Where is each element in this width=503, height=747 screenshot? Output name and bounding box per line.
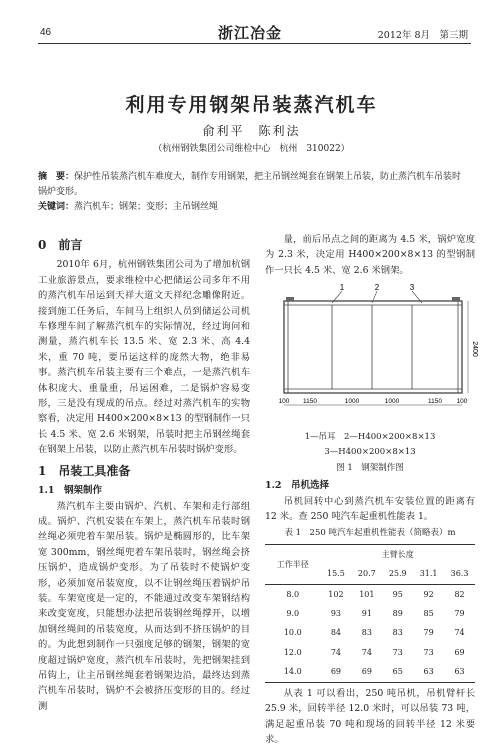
table-cell: 102	[328, 589, 344, 599]
crane-performance-table	[265, 544, 475, 683]
table-row	[265, 623, 475, 642]
table-col-header: 25.9	[388, 569, 407, 579]
table-cell: 92	[423, 589, 434, 599]
paper-title: 利用专用钢架吊装蒸汽机车	[125, 94, 378, 116]
table-cell: 85	[423, 609, 434, 619]
figure-legend-2: 3—H400×200×8×13	[324, 447, 416, 458]
figure-legend-1: 1—吊耳 2—H400×200×8×13	[304, 432, 436, 442]
table-cell: 95	[392, 589, 403, 599]
section-0-paragraph: 2010年 6月，杭州钢铁集团公司为了增加杭钢工业旅游景点，要求维检中心把储运公司多年不用的蒸汽机车吊运到天祥大道文天祥纪念雕像附近。接到施工任务后，车间马上组织人员到储运公司机车修理车间了解蒸汽机车的实际情况，经过询问和测量，蒸汽机车长 13.5 米、宽 2.3 米、高 4.4 米，重 70 吨，要吊运这样的庞然大物，绝非易事。蒸汽机车吊装主要有三个难点，一是蒸汽机车体积庞大、重量重，吊运困难，二是锅炉容易变形，三是没有现成的吊点。经过对蒸汽机车的实物察看，决定用 H400×200×8×13 的型钢制作一只长 4.5 米、宽 2.6 米钢架，吊装时把主吊钢丝绳套在钢架上吊装，以防止蒸汽机车吊装时锅炉变形。	[38, 259, 250, 456]
table-cell: 14.0	[283, 667, 302, 677]
table-cell: 73	[423, 647, 434, 657]
table-cell: 83	[392, 628, 403, 638]
table-cell: 83	[361, 628, 372, 638]
table-row	[265, 643, 475, 662]
dim-label-6: 100	[456, 398, 468, 405]
keywords-label: 关键词：	[38, 202, 75, 212]
table-row	[265, 584, 475, 604]
dim-label-2: 1150	[303, 398, 317, 405]
table-caption: 表 1 250 吨汽车起重机性能表（简略表）m	[284, 528, 456, 539]
abstract	[38, 170, 470, 200]
table-cell: 63	[454, 667, 465, 677]
dim-label-4: 1000	[384, 398, 400, 405]
abstract-block	[38, 170, 470, 215]
table-cell: 8.0	[286, 589, 300, 599]
issue-info: 2012年 8月 第三期	[377, 30, 468, 41]
keywords	[38, 200, 470, 215]
table-cell: 12.0	[283, 647, 302, 657]
section-1-2-paragraph: 吊机回转中心到蒸汽机车安装位置的距离有 12 米。查 250 吨汽车起重机性能表 1。	[265, 495, 475, 523]
table-cell: 79	[423, 628, 434, 638]
keywords-text: 蒸汽机车；钢架；变形；主吊钢丝绳	[74, 202, 219, 212]
table-cell: 69	[454, 647, 465, 657]
table-cell: 82	[454, 589, 465, 599]
table-row	[265, 604, 475, 623]
table-col-header: 31.1	[419, 569, 438, 579]
lifting-lug-left	[286, 297, 294, 301]
page-number: 46	[40, 27, 52, 38]
table-cell: 93	[330, 609, 342, 619]
table-cell: 91	[361, 609, 372, 619]
left-column	[38, 232, 250, 714]
section-1-1-title: 1.1 钢架制作	[38, 485, 103, 497]
table-cell: 101	[359, 589, 375, 599]
abstract-text: 保护性吊装蒸汽机车难度大，制作专用钢架，把主吊钢丝绳套在钢架上吊装，防止蒸汽机车吊装时锅炉变形。	[38, 172, 462, 197]
table-cell: 65	[392, 667, 403, 677]
dim-label-3: 1000	[344, 398, 360, 405]
closing-paragraph: 从表 1 可以看出，250 吨吊机，吊机臂杆长 25.9 米，回转半径 12.0 米时，可以吊装 73 吨，满足起重吊装 70 吨和现场的回转半径 12 米要求。	[265, 687, 475, 745]
table-header-top: 主臂长度	[381, 549, 414, 559]
frame-outline	[284, 301, 462, 393]
figure-caption: 图 1 钢架制作图	[336, 462, 404, 473]
section-0-title: 0 前言	[38, 238, 83, 252]
table-cell: 69	[330, 667, 342, 677]
table-row	[265, 662, 475, 682]
journal-logo: 浙江冶金	[218, 24, 283, 42]
dim-label-1: 100	[278, 398, 290, 405]
table-cell: 89	[392, 609, 403, 619]
height-dim: 2400	[471, 341, 478, 357]
table-col-header: 20.7	[357, 569, 376, 579]
abstract-label: 摘 要：	[38, 172, 75, 182]
table-cell: 9.0	[286, 609, 300, 619]
frame-svg	[272, 283, 477, 423]
header-rule	[38, 43, 471, 44]
table-cell: 10.0	[283, 628, 302, 638]
right-column-bottom	[265, 430, 475, 747]
right-column-top	[265, 232, 475, 278]
right-intro-paragraph: 量，前后吊点之间的距离为 4.5 米，锅炉宽度为 2.3 米，决定用 H400×200×8×13 的型钢制作一只长 4.5 米、宽 2.6 米钢架。	[265, 234, 475, 276]
section-1-2-title: 1.2 吊机选择	[265, 480, 330, 492]
table-row-label: 工作半径	[265, 544, 321, 584]
table-col-header: 36.3	[450, 569, 469, 579]
table-cell: 74	[454, 628, 465, 638]
section-1-1-paragraph: 蒸汽机车主要由锅炉、汽机、车架和走行部组成。锅炉、汽机安装在车架上，蒸汽机车吊装时钢丝绳必须兜着车架吊装。锅炉是椭圆形的，比车架宽 300mm，钢丝绳兜着车架吊装时，钢丝绳会挤压锅炉，造成锅炉变形。为了吊装时不使锅炉变形，必须加宽吊装宽度，以不让钢丝绳压着锅炉吊装。车架宽度是一定的，不能通过改变车架钢结构来改变宽度，只能想办法把吊装钢丝绳撑开，以增加钢丝绳间的吊装宽度，从而达到不挤压锅炉的目的。为此想到制作一只强度足够的钢架，钢架的宽度超过锅炉宽度，蒸汽机车吊装时，先把钢架挂到吊钩上，让主吊钢丝绳套着钢架边沿，最终达到蒸汽机车吊装时，锅炉不会被挤压变形的目的。经过测	[38, 500, 250, 712]
frame-drawing	[272, 283, 477, 423]
table-cell: 63	[423, 667, 434, 677]
table-cell: 74	[330, 647, 342, 657]
lifting-lug-right	[452, 297, 460, 301]
table-cell: 74	[361, 647, 372, 657]
affiliation: （杭州钢铁集团公司维检中心 杭州 310022）	[153, 144, 350, 154]
callout-1: 1	[339, 283, 345, 292]
table-header-row-1	[265, 544, 475, 564]
table-cell: 84	[330, 628, 342, 638]
table-cell: 69	[361, 667, 372, 677]
callout-2: 2	[374, 283, 380, 292]
dim-label-5: 1150	[428, 398, 442, 405]
table-cell: 79	[454, 609, 465, 619]
callout-3: 3	[409, 283, 415, 292]
authors: 俞利平 陈利法	[202, 124, 301, 138]
table-cell: 73	[392, 647, 403, 657]
section-1-title: 1 吊装工具准备	[38, 463, 131, 478]
table-col-header: 15.5	[327, 569, 345, 579]
